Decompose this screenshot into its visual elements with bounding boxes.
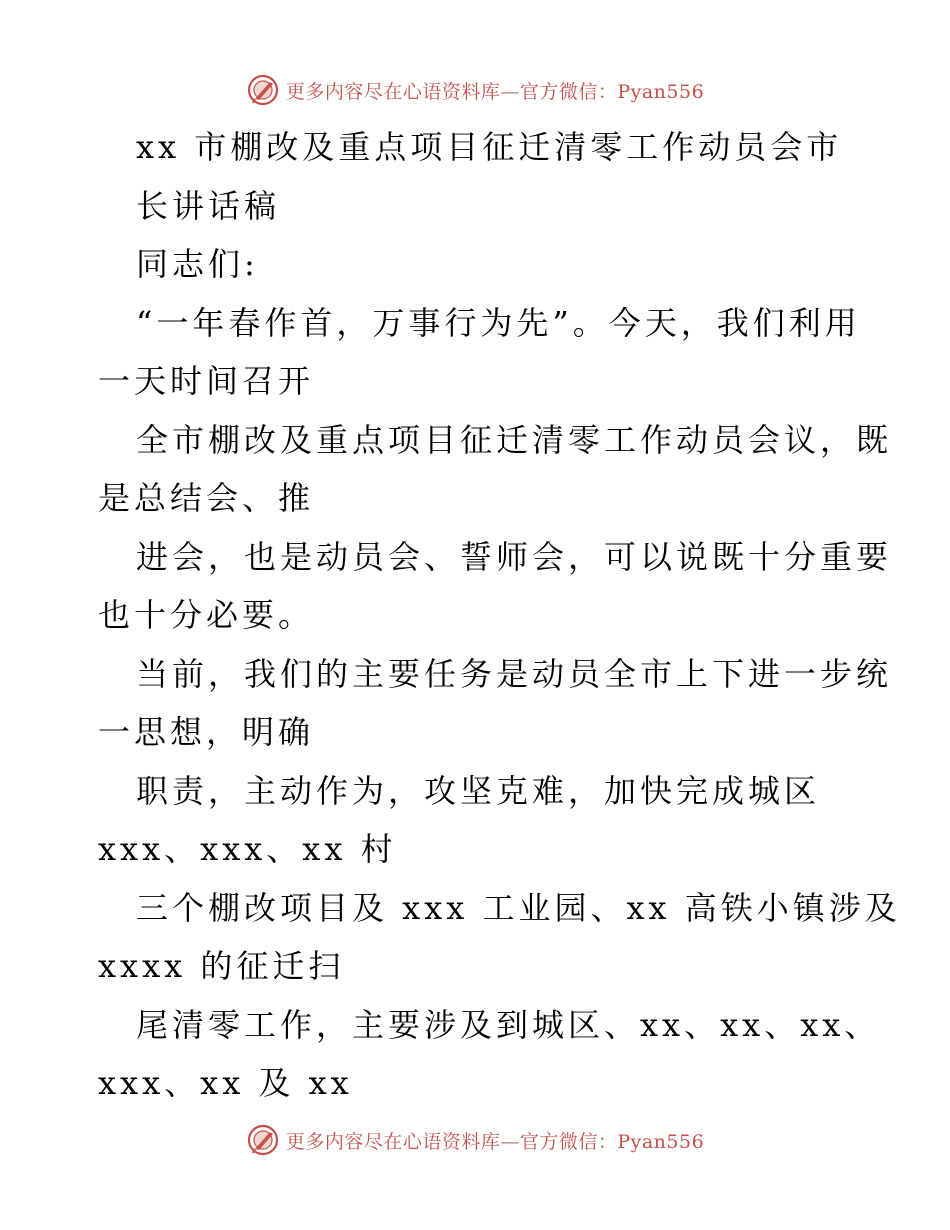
paragraph-line: “一年春作首，万事行为先”。今天，我们利用 — [136, 303, 861, 342]
paragraph-line: xxx、xxx、xx 村 — [98, 830, 397, 868]
paragraph-line: 全市棚改及重点项目征迁清零工作动员会议，既 — [136, 420, 893, 459]
watermark-text: 更多内容尽在心语资料库—官方微信：Pyan556 — [285, 1130, 705, 1153]
paragraph-line: 进会，也是动员会、誓师会，可以说既十分重要 — [136, 537, 893, 576]
document-body — [98, 118, 901, 1113]
paragraph-line: xxxx 的征迁扫 — [98, 947, 345, 985]
salutation: 同志们: — [136, 245, 259, 283]
paragraph-line: 也十分必要。 — [98, 596, 315, 634]
watermark-header — [0, 70, 950, 110]
watermark-text: 更多内容尽在心语资料库—官方微信：Pyan556 — [285, 80, 705, 103]
paragraph-line: 是总结会、推 — [98, 479, 315, 517]
quill-pen-icon — [246, 1123, 280, 1157]
paragraph-line: 当前，我们的主要任务是动员全市上下进一步统 — [136, 654, 893, 693]
watermark-footer — [0, 1120, 950, 1160]
paragraph-line: 一天时间召开 — [98, 362, 315, 400]
paragraph-line: 尾清零工作，主要涉及到城区、xx、xx、xx、 — [136, 1005, 881, 1044]
quill-pen-icon — [246, 73, 280, 107]
paragraph-line: 一思想，明确 — [98, 713, 315, 751]
title-line-2: 长讲话稿 — [136, 186, 281, 225]
paragraph-line: 三个棚改项目及 xxx 工业园、xx 高铁小镇涉及 — [136, 888, 901, 927]
paragraph-line: xxx、xx 及 xx — [98, 1064, 353, 1102]
paragraph-line: 职责，主动作为，攻坚克难，加快完成城区 — [136, 771, 821, 810]
title-line-1: xx 市棚改及重点项目征迁清零工作动员会市 — [136, 128, 843, 166]
